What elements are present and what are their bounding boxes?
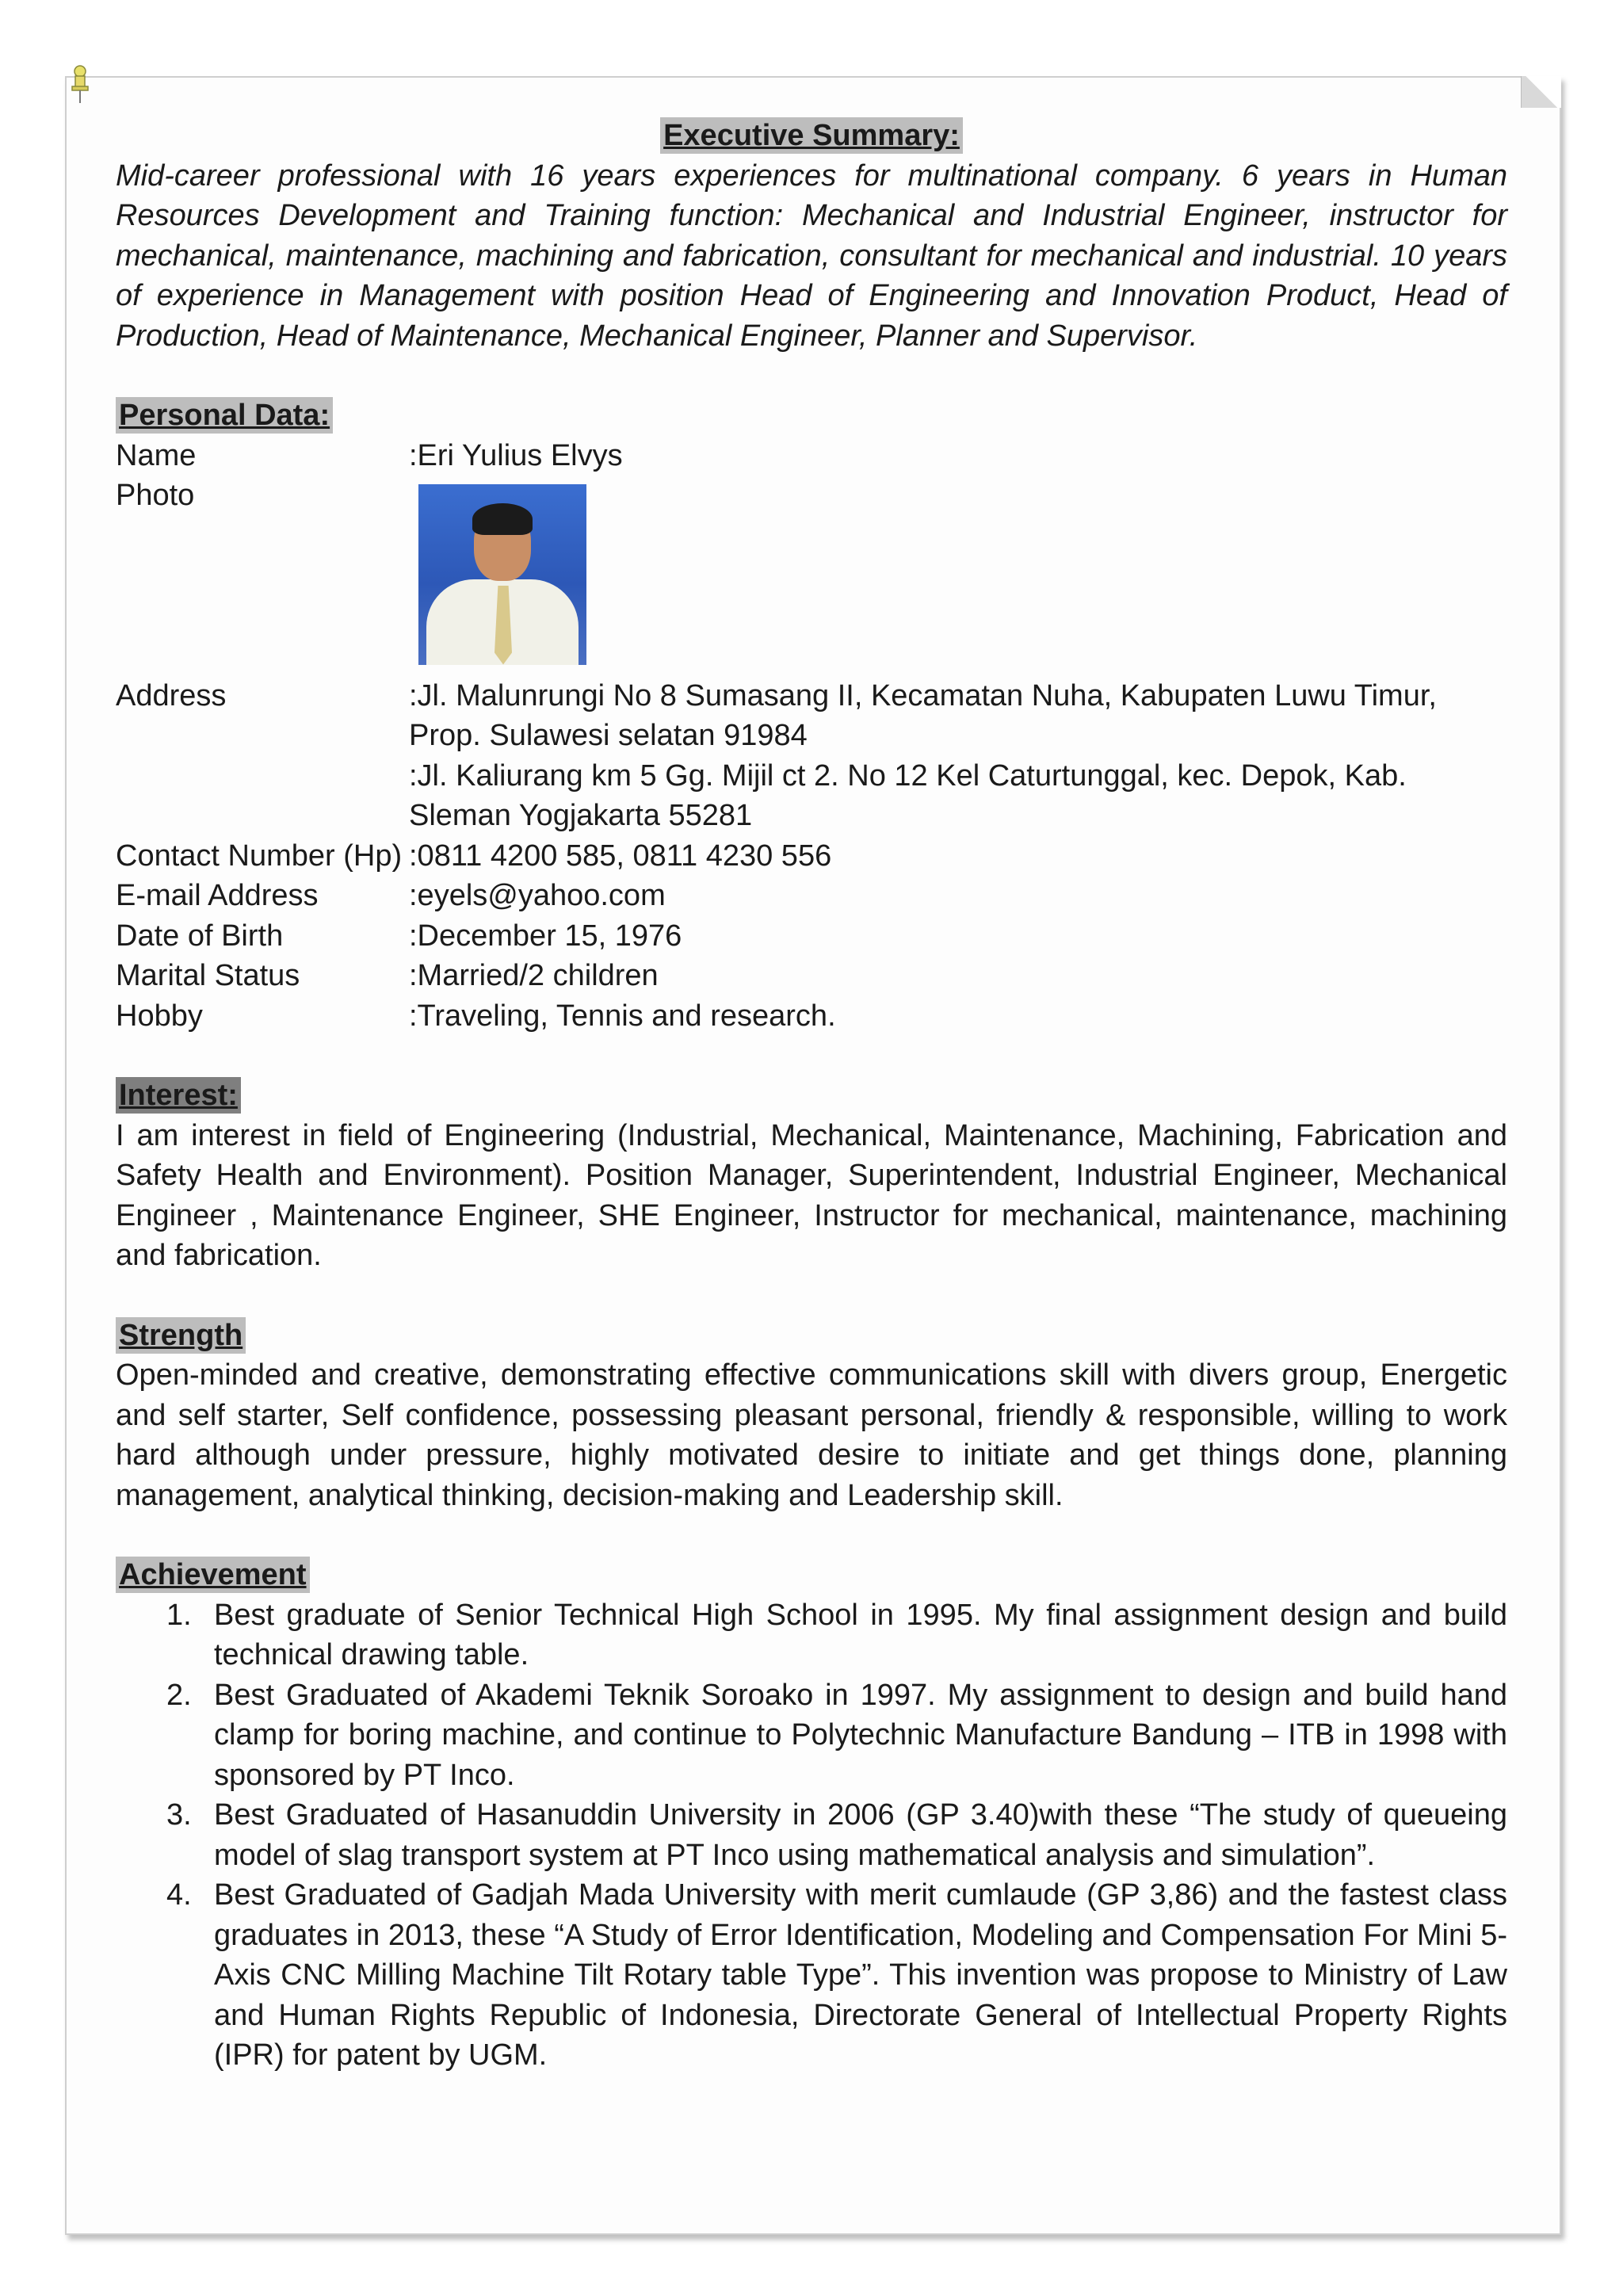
achievement-number: 2. <box>166 1678 192 1712</box>
contact-label: Contact Number (Hp) <box>116 839 403 873</box>
achievement-number: 3. <box>166 1798 192 1832</box>
list-item <box>116 1595 1507 1675</box>
hobby-label: Hobby <box>116 999 203 1033</box>
list-item <box>116 1675 1507 1796</box>
list-item <box>116 1795 1507 1875</box>
dob-label: Date of Birth <box>116 919 284 953</box>
summary-heading: Executive Summary: <box>660 117 963 154</box>
photo-row <box>116 476 1507 676</box>
achievement-number: 1. <box>166 1598 192 1632</box>
strength-heading: Strength <box>116 1317 246 1354</box>
name-value: :Eri Yulius Elvys <box>409 438 623 472</box>
achievement-text: Best Graduated of Hasanuddin University in 2006 (GP 3.40)with these “The study of queueing model of slag transport system at PT Inco using mathematical analysis and simulation”. <box>214 1798 1507 1872</box>
photo-label: Photo <box>116 479 195 512</box>
achievement-text: Best Graduated of Akademi Teknik Soroako in 1997. My assignment to design and build hand clamp for boring machine, and continue to Polytechnic Manufacture Bandung – ITB in 1998 with sponsored by PT Inco. <box>214 1678 1507 1792</box>
email-label: E-mail Address <box>116 879 319 912</box>
page-curl <box>1521 76 1561 108</box>
achievement-list <box>116 1595 1507 2076</box>
achievement-text: Best Graduated of Gadjah Mada University with merit cumlaude (GP 3,86) and the fastest class graduates in 2013, these “A Study of Error Identification, Modeling and Compensation For Mini 5-Axis CNC Milling Machine Tilt Rotary table Type”. This invention was propose to Ministry of Law and Human Rights Republic of Indonesia, Directorate General of Intellectual Property Rights (IPR) for patent by UGM. <box>214 1878 1507 2072</box>
address-2: :Jl. Kaliurang km 5 Gg. Mijil ct 2. No 12 Kel Caturtunggal, kec. Depok, Kab. Sleman Yogjakarta 55281 <box>409 758 1407 832</box>
marital-value: :Married/2 children <box>409 959 659 992</box>
contact-value: :0811 4200 585, 0811 4230 556 <box>409 839 832 873</box>
personal-heading: Personal Data: <box>116 397 333 434</box>
achievement-number: 4. <box>166 1878 192 1912</box>
email-value: :eyels@yahoo.com <box>409 879 666 912</box>
address-1: :Jl. Malunrungi No 8 Sumasang II, Kecamatan Nuha, Kabupaten Luwu Timur, Prop. Sulawesi selatan 91984 <box>409 678 1437 752</box>
achievement-heading: Achievement <box>116 1557 310 1593</box>
achievement-text: Best graduate of Senior Technical High School in 1995. My final assignment design and build technical drawing table. <box>214 1598 1507 1671</box>
name-row <box>116 436 1507 476</box>
summary-text: Mid-career professional with 16 years experiences for multinational company. 6 years in Human Resources Development and Training function: Mechanical and Industrial Engineer, instructor for mechanical, maintenance, machining and fabrication, consultant for mechanical and industrial. 10 years of experience in Management with position Head of Engineering and Innovation Product, Head of Production, Head of Maintenance, Mechanical Engineer, Planner and Supervisor. <box>116 159 1507 353</box>
profile-photo <box>418 484 586 665</box>
dob-value: :December 15, 1976 <box>409 919 682 953</box>
interest-text: I am interest in field of Engineering (Industrial, Mechanical, Maintenance, Machining, Fabrication and Safety Health and Environment). Position Manager, Superintendent, Industrial Engineer, Mechanical Engineer , Maintenance Engineer, SHE Engineer, Instructor for mechanical, maintenance, machining and fabrication. <box>116 1118 1507 1272</box>
resume-content <box>116 116 1507 2076</box>
marital-label: Marital Status <box>116 959 300 992</box>
marital-row <box>116 956 1507 996</box>
strength-text: Open-minded and creative, demonstrating effective communications skill with divers group, Energetic and self starter, Self confidence, possessing pleasant personal, friendly & responsible, willing to work hard although under pressure, highly motivated desire to initiate and get things done, planning management, analytical thinking, decision-making and Leadership skill. <box>116 1358 1507 1512</box>
contact-row <box>116 836 1507 877</box>
dob-row <box>116 916 1507 957</box>
hobby-value: :Traveling, Tennis and research. <box>409 999 836 1033</box>
summary-title-wrap <box>116 116 1507 156</box>
address-row <box>116 676 1507 836</box>
list-item <box>116 1875 1507 2076</box>
pushpin-icon <box>68 65 92 105</box>
email-row <box>116 876 1507 916</box>
hobby-row <box>116 996 1507 1037</box>
interest-heading: Interest: <box>116 1077 241 1114</box>
name-label: Name <box>116 438 197 472</box>
address-label: Address <box>116 678 227 712</box>
